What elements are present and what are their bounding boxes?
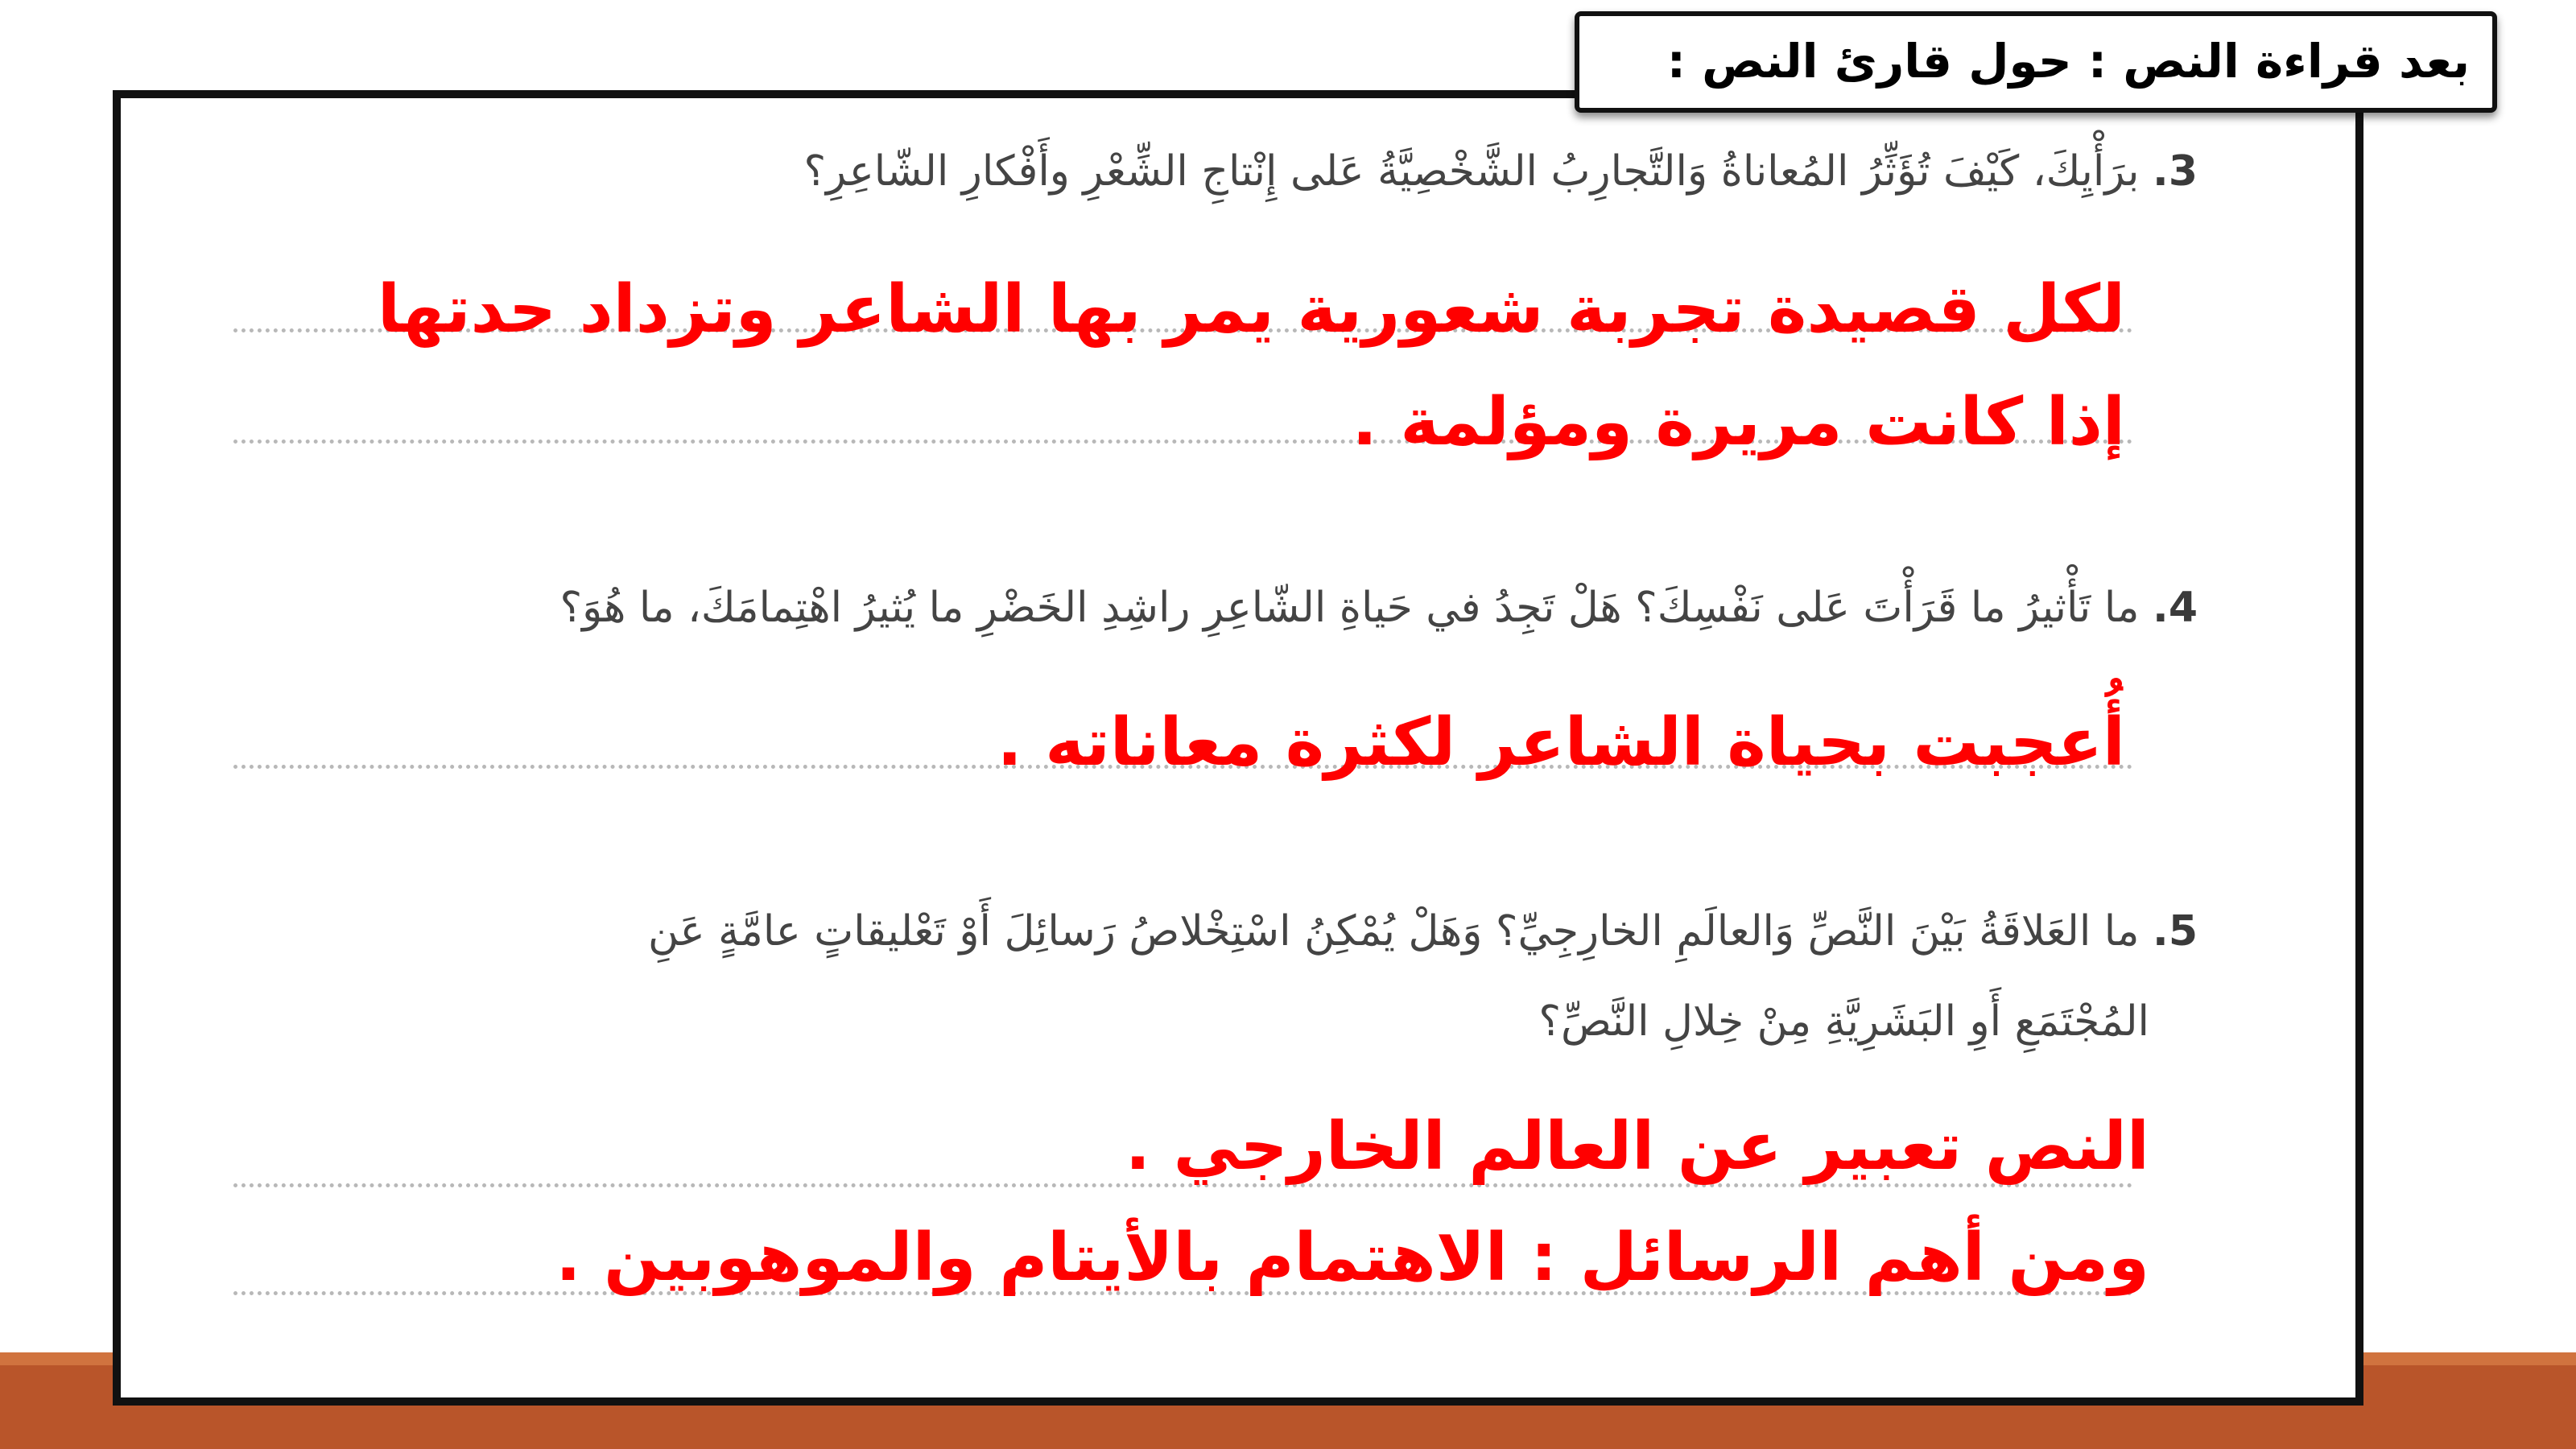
question-5-number: 5.: [2153, 907, 2198, 956]
answer-3-line-1: لكل قصيدة تجربة شعورية يمر بها الشاعر وتزداد حدتها: [377, 271, 2125, 348]
question-4: [560, 572, 2198, 644]
question-5-text-line-2: المُجْتَمَعِ أَوِ البَشَرِيَّةِ مِنْ خِلالِ النَّصِّ؟: [1538, 997, 2149, 1046]
question-3: [803, 135, 2198, 208]
question-5-text-line-1: ما العَلاقَةُ بَيْنَ النَّصِّ وَالعالَمِ الخارِجِيِّ؟ وَهَلْ يُمْكِنُ اسْتِخْلاصُ رَسائِلَ أَوْ تَعْليقاتٍ عامَّةٍ عَنِ: [648, 907, 2140, 956]
question-5: [648, 895, 2198, 968]
answer-5-line-2: ومن أهم الرسائل : الاهتمام بالأيتام والموهوبين .: [555, 1220, 2149, 1296]
answer-4-line-1: أُعجبت بحياة الشاعر لكثرة معاناته .: [997, 704, 2125, 781]
question-3-number: 3.: [2153, 147, 2198, 196]
question-3-text: برَأْيِكَ، كَيْفَ تُؤَثِّرُ المُعاناةُ وَالتَّجارِبُ الشَّخْصِيَّةُ عَلى إِنْتاجِ الشِّعْرِ وأَفْكارِ الشّاعِرِ؟: [803, 147, 2140, 196]
question-4-text: ما تَأْثيرُ ما قَرَأْتَ عَلى نَفْسِكَ؟ هَلْ تَجِدُ في حَياةِ الشّاعِرِ راشِدِ الخَضْرِ ما يُثيرُ اهْتِمامَكَ، ما هُوَ؟: [559, 584, 2140, 632]
section-header-label: بعد قراءة النص : حول قارئ النص :: [1666, 34, 2470, 89]
question-5-continued: [1538, 985, 2149, 1058]
answer-3-line-2: إذا كانت مريرة ومؤلمة .: [1352, 384, 2125, 460]
question-4-number: 4.: [2153, 584, 2198, 632]
section-header: [1575, 11, 2497, 113]
answer-5-line-1: النص تعبير عن العالم الخارجي .: [1125, 1108, 2149, 1185]
